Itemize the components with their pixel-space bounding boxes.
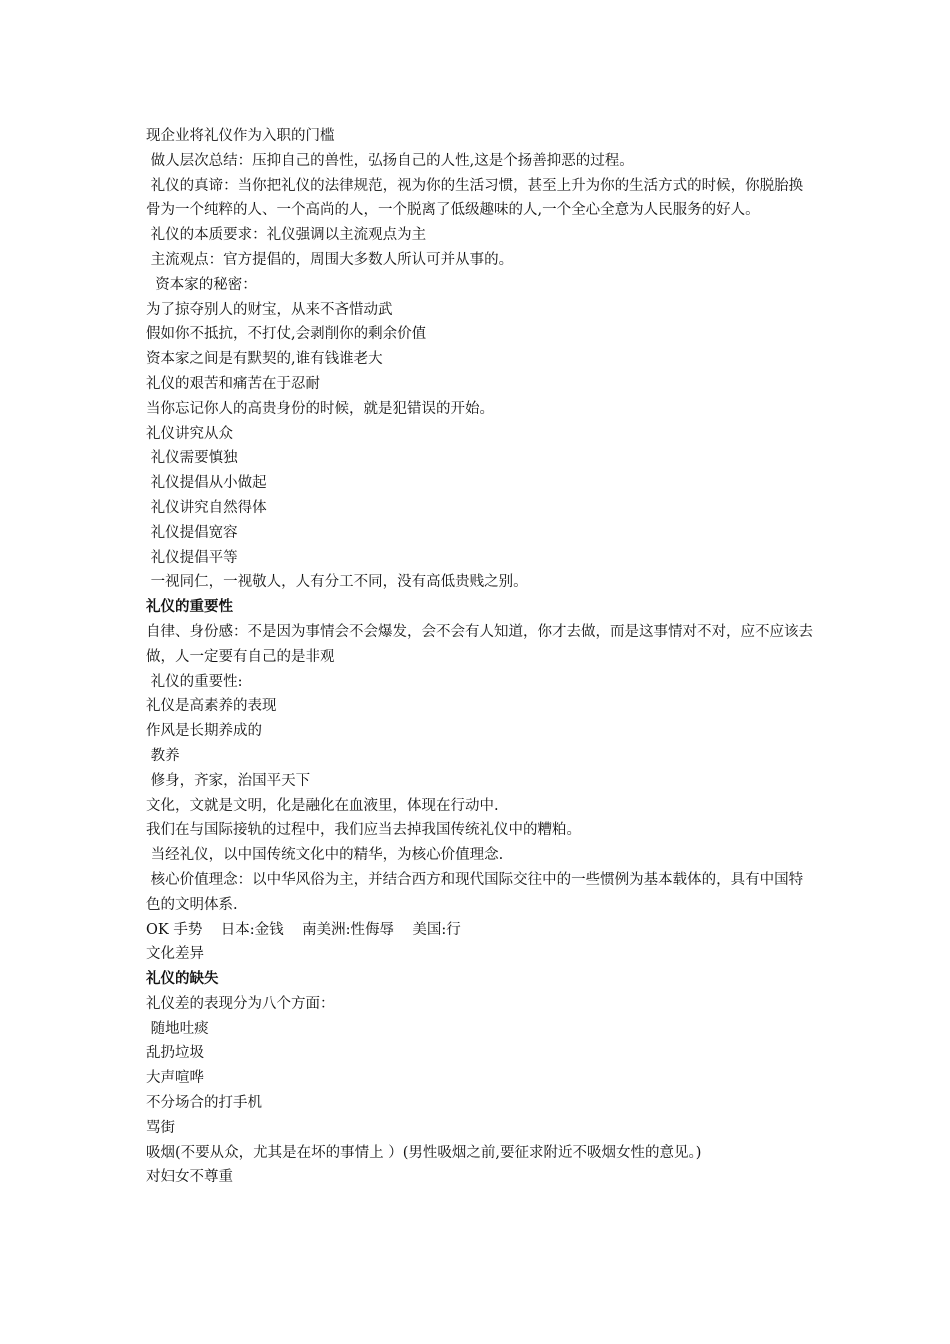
text-line: 当经礼仪，以中国传统文化中的精华，为核心价值理念. [146,847,504,864]
text-line: 礼仪差的表现分为八个方面： [146,995,335,1012]
text-line: 礼仪的艰苦和痛苦在于忍耐 [146,375,320,392]
text-line: 礼仪讲究自然得体 [146,499,267,516]
text-line: 礼仪的重要性: [146,673,243,690]
text-line: 礼仪讲究从众 [146,425,233,442]
text-line: 做人层次总结：压抑自己的兽性，弘扬自己的人性,这是个扬善抑恶的过程。 [146,152,634,169]
text-line: 礼仪提倡平等 [146,549,238,566]
text-line: 修身，齐家，治国平天下 [146,772,311,789]
text-line: 文化差异 [146,946,204,963]
text-line: 礼仪提倡宽容 [146,524,238,541]
text-line: 资本家的秘密： [146,276,257,293]
text-line: OK 手势 日本:金钱 南美洲:性侮辱 美国:行 [146,921,461,938]
text-line: 我们在与国际接轨的过程中，我们应当去掉我国传统礼仪中的糟粕。 [146,822,581,839]
text-line: 作风是长期养成的 [146,723,262,740]
text-line: 不分场合的打手机 [146,1095,262,1112]
text-line: 礼仪需要慎独 [146,450,238,467]
text-line: 礼仪的真谛：当你把礼仪的法律规范，视为你的生活习惯，甚至上升为你的生活方式的时候，你脱胎换骨为一个纯粹的人、一个高尚的人，一个脱离了低级趣味的人,一个全心全意为人民服务的好人。 [146,177,804,219]
text-line: 随地吐痰 [146,1020,209,1037]
text-line: 当你忘记你人的高贵身份的时候，就是犯错误的开始。 [146,400,494,417]
document-body [146,124,814,1190]
text-line: 为了掠夺别人的财宝，从来不吝惜动武 [146,301,393,318]
text-line: 核心价值理念：以中华风俗为主，并结合西方和现代国际交往中的一些惯例为基本载体的，具有中国特色的文明体系. [146,871,804,913]
text-line: 乱扔垃圾 [146,1045,204,1062]
section-heading: 礼仪的缺失 [146,971,219,988]
text-line: 文化，文就是文明，化是融化在血液里，体现在行动中. [146,797,499,814]
text-line: 礼仪的本质要求：礼仪强调以主流观点为主 [146,227,427,244]
text-line: 一视同仁，一视敬人，人有分工不同，没有高低贵贱之别。 [146,574,528,591]
section-heading: 礼仪的重要性 [146,599,233,616]
text-line: 假如你不抵抗，不打仗,会剥削你的剩余价值 [146,326,427,343]
text-line: 礼仪是高素养的表现 [146,698,277,715]
text-line: 礼仪提倡从小做起 [146,475,267,492]
text-line: 资本家之间是有默契的,谁有钱谁老大 [146,351,383,368]
text-line: 主流观点：官方提倡的，周围大多数人所认可并从事的。 [146,251,514,268]
text-line: 自律、身份感：不是因为事情会不会爆发，会不会有人知道，你才去做，而是这事情对不对，应不应该去做，人一定要有自己的是非观 [146,623,813,665]
text-line: 大声喧哗 [146,1070,204,1087]
text-line: 吸烟(不要从众，尤其是在坏的事情上 ）(男性吸烟之前,要征求附近不吸烟女性的意见。) [146,1144,702,1161]
text-line: 骂街 [146,1119,175,1136]
text-line: 对妇女不尊重 [146,1169,233,1186]
text-line: 教养 [146,747,180,764]
text-line: 现企业将礼仪作为入职的门槛 [146,128,335,144]
